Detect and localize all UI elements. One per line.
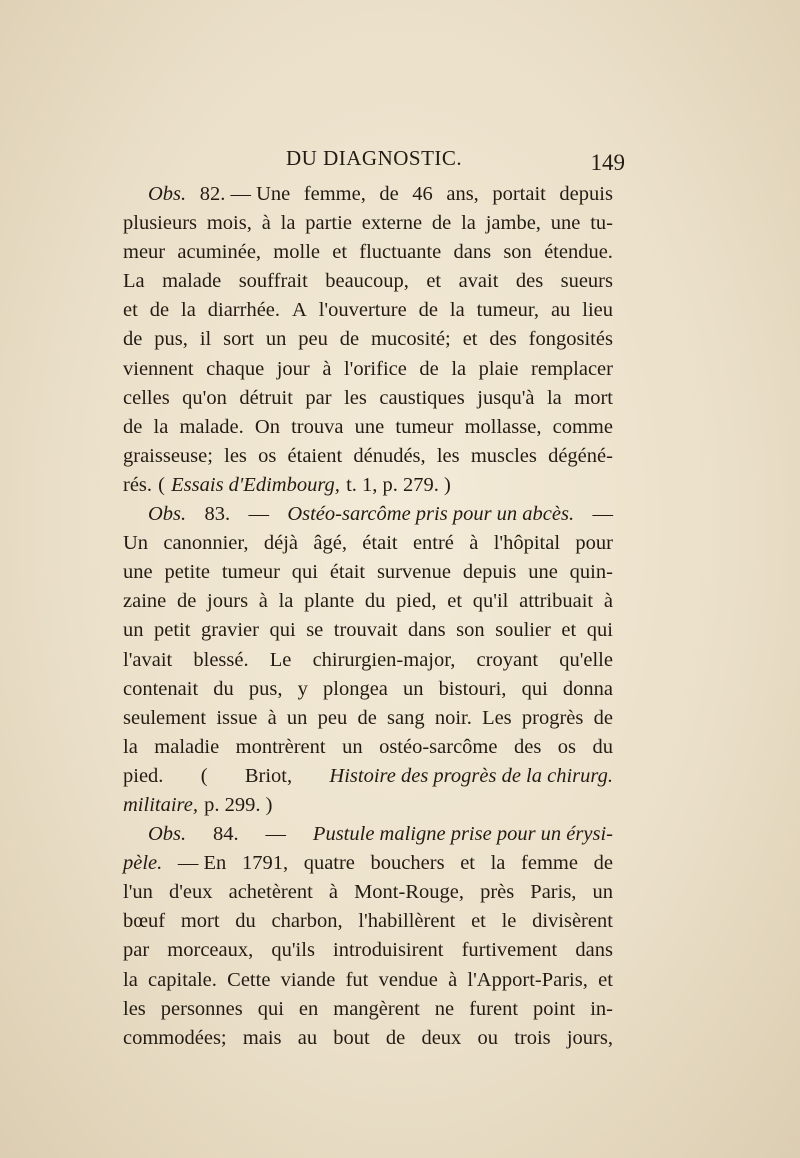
word: militaire,	[123, 793, 198, 816]
word: la	[546, 386, 562, 409]
word: de	[593, 852, 613, 875]
word: qu'ils	[271, 939, 315, 962]
word: par	[123, 939, 150, 962]
word: deux	[421, 1026, 462, 1049]
word: vendue	[378, 968, 438, 991]
word: point	[533, 997, 576, 1020]
word: dans	[575, 939, 613, 962]
word: une	[354, 415, 385, 438]
word: de	[149, 299, 170, 322]
text-line	[123, 471, 613, 500]
word: ans,	[446, 183, 479, 205]
word: plaie	[478, 357, 519, 380]
word: ostéo-sarcôme	[379, 735, 498, 758]
text-line	[123, 878, 613, 907]
word: à	[448, 968, 458, 991]
text-line	[123, 791, 613, 820]
word: une	[123, 561, 153, 584]
word: ne	[434, 997, 455, 1020]
word: et	[462, 328, 478, 351]
word: Un	[123, 532, 149, 555]
word: qui	[257, 997, 284, 1020]
word: une	[550, 212, 581, 235]
text-line	[123, 907, 613, 936]
word: achetèrent	[228, 881, 313, 904]
word: de	[357, 706, 377, 729]
word: et	[471, 910, 486, 933]
word: Ostéo-sarcôme pris pour un abcès.	[287, 503, 575, 526]
word: son	[456, 619, 485, 642]
word: de	[418, 299, 438, 322]
word: bistouri,	[438, 677, 507, 700]
word: 46	[412, 183, 433, 205]
word: qu'elle	[559, 648, 613, 671]
text-line	[123, 1024, 613, 1053]
word: molle	[273, 241, 320, 264]
word: bouchers	[370, 852, 445, 875]
word: petite	[164, 561, 210, 584]
word: sang	[387, 706, 425, 729]
word: diarrhée.	[207, 299, 281, 322]
word: trouvait	[333, 619, 398, 642]
text-line	[123, 733, 613, 762]
word: la	[123, 735, 138, 758]
word: dénudés,	[353, 444, 426, 467]
word: croyant	[476, 648, 539, 671]
word: étendue.	[544, 241, 613, 264]
word: la	[461, 212, 476, 235]
word: pèle.	[123, 852, 163, 875]
word: jusqu'à	[477, 386, 535, 409]
word: Obs.	[148, 823, 187, 846]
text-line	[123, 849, 613, 878]
word: à	[261, 212, 271, 235]
word: partie	[305, 212, 352, 235]
word: qu'il	[472, 590, 509, 613]
word: de	[431, 212, 452, 235]
word: quin-	[569, 561, 613, 584]
word: l'ouverture	[318, 299, 407, 322]
word: canonnier,	[163, 532, 249, 555]
word: entré	[412, 532, 454, 555]
word: d'eux	[168, 881, 213, 904]
word: externe	[361, 212, 423, 235]
word: de	[379, 183, 399, 205]
word: l'avait	[123, 648, 173, 671]
text-line	[123, 936, 613, 965]
word: mucosité;	[371, 328, 451, 351]
word: viande	[280, 968, 336, 991]
word: seulement	[123, 706, 207, 729]
word: 82. — Une	[199, 183, 291, 205]
word: du	[213, 677, 234, 700]
word: et	[561, 619, 577, 642]
word: en	[298, 997, 319, 1020]
word: muscles	[470, 444, 537, 467]
word: âgé,	[313, 532, 347, 555]
word: (	[200, 764, 208, 787]
word: du	[592, 735, 613, 758]
word: à	[469, 532, 479, 555]
word: des	[515, 270, 544, 293]
word: plusieurs	[123, 212, 198, 235]
word: morceaux,	[167, 939, 254, 962]
word: un	[403, 677, 424, 700]
word: dégéné-	[548, 444, 613, 467]
text-line	[123, 762, 613, 791]
text-line	[123, 966, 613, 995]
running-title: DU DIAGNOSTIC.	[286, 146, 463, 170]
word: un	[592, 881, 613, 904]
word: la	[123, 968, 138, 991]
word: était	[329, 561, 366, 584]
word: pus,	[248, 677, 283, 700]
word: trois	[514, 1026, 551, 1049]
word: Essais d'Edimbourg,	[171, 473, 340, 496]
word: mangèrent	[333, 997, 420, 1020]
word: l'orifice	[343, 357, 407, 380]
word: quatre	[303, 852, 355, 875]
word: jour	[276, 357, 310, 380]
body-text	[123, 180, 613, 1053]
word: de	[593, 706, 613, 729]
word: femme	[521, 852, 578, 875]
word: in-	[590, 997, 613, 1020]
word: qui	[269, 619, 296, 642]
word: trouva	[291, 415, 344, 438]
word: pied,	[396, 590, 437, 613]
text-line	[123, 296, 613, 325]
word: sueurs	[560, 270, 613, 293]
text-line	[123, 413, 613, 442]
word: furtivement	[461, 939, 558, 962]
word: Briot,	[244, 764, 293, 787]
text-line	[123, 646, 613, 675]
word: chaque	[206, 357, 265, 380]
word: de	[339, 328, 360, 351]
word: zaine	[123, 590, 167, 613]
word: mort	[180, 910, 220, 933]
word: qui	[586, 619, 613, 642]
word: tumeur	[221, 561, 280, 584]
word: pied.	[123, 764, 164, 787]
word: bout	[333, 1026, 370, 1049]
word: Le	[269, 648, 292, 671]
word: du	[364, 590, 386, 613]
word: divisèrent	[532, 910, 613, 933]
text-line	[123, 616, 613, 645]
word: os	[258, 444, 277, 467]
word: acuminée,	[177, 241, 262, 264]
word: un	[123, 619, 144, 642]
word: fongosités	[528, 328, 613, 351]
word: La	[123, 270, 145, 293]
word: t. 1, p. 279. )	[346, 473, 451, 496]
word: au	[550, 299, 571, 322]
word: jambe,	[485, 212, 541, 235]
word: mollasse,	[464, 415, 542, 438]
word: os	[557, 735, 577, 758]
word: qu'on	[182, 386, 227, 409]
word: de	[385, 1026, 406, 1049]
word: l'Apport-Paris,	[467, 968, 588, 991]
word: l'habillèrent	[358, 910, 456, 933]
word: blessé.	[193, 648, 249, 671]
word: les	[344, 386, 367, 409]
text-line	[123, 500, 613, 529]
text-line	[123, 325, 613, 354]
word: pus,	[154, 328, 188, 351]
word: (	[158, 473, 165, 496]
word: l'hôpital	[493, 532, 561, 555]
word: au	[297, 1026, 318, 1049]
word: la	[451, 357, 467, 380]
word: dans	[453, 241, 492, 264]
word: et	[447, 590, 463, 613]
word: furent	[469, 997, 519, 1020]
word: celles	[123, 386, 170, 409]
word: les	[224, 444, 247, 467]
word: capitale.	[148, 968, 217, 991]
word: tumeur	[395, 415, 454, 438]
word: un	[265, 328, 287, 351]
word: déjà	[263, 532, 299, 555]
word: un	[342, 735, 363, 758]
word: introduisirent	[333, 939, 444, 962]
word: progrès	[521, 706, 584, 729]
word: plongea	[323, 677, 388, 700]
word: comme	[552, 415, 613, 438]
word: des	[513, 735, 542, 758]
word: beaucoup,	[325, 270, 409, 293]
word: le	[501, 910, 517, 933]
word: à	[267, 706, 277, 729]
word: par	[305, 386, 332, 409]
running-header	[120, 142, 625, 175]
word: ou	[477, 1026, 498, 1049]
word: de	[419, 357, 439, 380]
word: jours	[207, 590, 249, 613]
word: la	[280, 212, 296, 235]
word: —	[248, 503, 269, 526]
word: gravier	[200, 619, 259, 642]
word: de	[123, 328, 143, 351]
text-line	[123, 384, 613, 413]
word: lieu	[582, 299, 613, 322]
word: son	[503, 241, 532, 264]
word: —	[265, 823, 287, 846]
word: dans	[408, 619, 446, 642]
text-line	[123, 209, 613, 238]
word: commodées;	[123, 1026, 227, 1049]
word: un	[286, 706, 308, 729]
word: caustiques	[379, 386, 465, 409]
word: montrèrent	[235, 735, 326, 758]
text-line	[123, 820, 613, 849]
word: détruit	[239, 386, 293, 409]
word: la	[181, 299, 196, 322]
word: de	[123, 415, 143, 438]
word: tu-	[590, 212, 613, 235]
word: qui	[291, 561, 318, 584]
word: peu	[317, 706, 348, 729]
text-line	[123, 529, 613, 558]
word: femme,	[303, 183, 366, 205]
word: avait	[458, 270, 499, 293]
word: l'un	[123, 881, 153, 904]
word: la	[278, 590, 294, 613]
word: mort	[574, 386, 613, 409]
word: remplacer	[531, 357, 613, 380]
word: bœuf	[123, 910, 166, 933]
text-line	[123, 180, 613, 209]
word: et	[332, 241, 348, 264]
word: soulier	[495, 619, 551, 642]
word: Mont-Rouge,	[354, 881, 464, 904]
word: survenue	[376, 561, 451, 584]
word: 84.	[213, 823, 239, 846]
word: fluctuante	[359, 241, 442, 264]
word: y	[297, 677, 308, 700]
word: et	[598, 968, 613, 991]
word: à	[322, 357, 332, 380]
word: noir.	[434, 706, 472, 729]
word: à	[603, 590, 613, 613]
word: tumeur,	[476, 299, 540, 322]
word: attribuait	[519, 590, 594, 613]
word: petit	[154, 619, 191, 642]
word: étaient	[287, 444, 343, 467]
word: malade.	[179, 415, 244, 438]
word: et	[426, 270, 442, 293]
word: les	[123, 997, 146, 1020]
word: Obs.	[148, 503, 187, 526]
text-line	[123, 675, 613, 704]
word: issue	[216, 706, 258, 729]
word: peu	[298, 328, 328, 351]
word: — En	[177, 852, 227, 875]
word: se	[306, 619, 324, 642]
word: il	[199, 328, 212, 351]
word: depuis	[462, 561, 517, 584]
word: mais	[242, 1026, 282, 1049]
word: A	[291, 299, 307, 322]
text-line	[123, 442, 613, 471]
word: fut	[345, 968, 369, 991]
word: portait	[492, 183, 546, 205]
word: près	[480, 881, 515, 904]
word: Pustule maligne prise pour un érysi-	[312, 823, 613, 846]
word: Cette	[227, 968, 271, 991]
word: charbon,	[271, 910, 343, 933]
word: et	[460, 852, 475, 875]
word: Paris,	[530, 881, 577, 904]
word: était	[362, 532, 398, 555]
word: meur	[123, 241, 166, 264]
word: depuis	[559, 183, 613, 205]
word: p. 299. )	[204, 793, 273, 816]
word: Histoire des progrès de la chirurg.	[329, 764, 613, 787]
word: Obs.	[148, 183, 187, 205]
text-line	[123, 587, 613, 616]
word: mois,	[206, 212, 252, 235]
word: donna	[562, 677, 613, 700]
word: la	[490, 852, 506, 875]
word: —	[592, 503, 613, 526]
text-line	[123, 355, 613, 384]
word: On	[254, 415, 280, 438]
word: à	[328, 881, 338, 904]
word: qui	[521, 677, 548, 700]
word: graisseuse;	[123, 444, 213, 467]
word: Les	[482, 706, 512, 729]
word: maladie	[154, 735, 220, 758]
word: 83.	[204, 503, 231, 526]
word: à	[258, 590, 268, 613]
word: chirurgien-major,	[312, 648, 456, 671]
word: sort	[223, 328, 254, 351]
word: et	[123, 299, 138, 322]
text-line	[123, 704, 613, 733]
word: rés.	[123, 473, 153, 496]
word: contenait	[123, 677, 199, 700]
text-line	[123, 995, 613, 1024]
word: souffrait	[238, 270, 308, 293]
word: 1791,	[241, 852, 289, 875]
word: jours,	[566, 1026, 613, 1049]
word: de	[176, 590, 197, 613]
text-line	[123, 558, 613, 587]
word: malade	[162, 270, 222, 293]
word: personnes	[160, 997, 243, 1020]
word: viennent	[123, 357, 194, 380]
word: la	[449, 299, 465, 322]
text-line	[123, 238, 613, 267]
text-line	[123, 267, 613, 296]
word: plante	[304, 590, 355, 613]
word: les	[436, 444, 460, 467]
word: une	[528, 561, 558, 584]
word: la	[153, 415, 169, 438]
word: des	[489, 328, 517, 351]
word: du	[235, 910, 256, 933]
word: pour	[575, 532, 613, 555]
page-number: 149	[590, 150, 625, 175]
